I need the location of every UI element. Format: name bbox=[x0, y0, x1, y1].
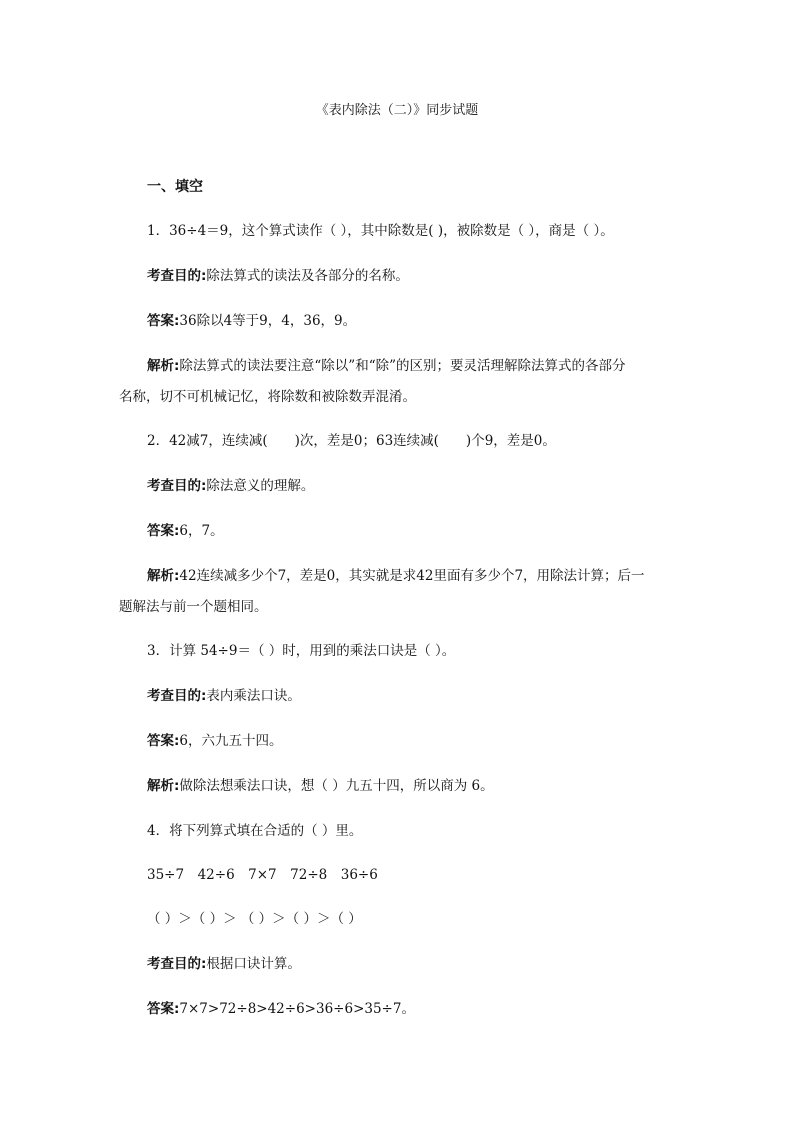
q1-answer bbox=[147, 309, 356, 329]
q2-purpose-text: 除法意义的理解。 bbox=[206, 478, 315, 494]
purpose-label: 考查目的: bbox=[147, 688, 207, 704]
section-heading: 一、填空 bbox=[147, 179, 203, 195]
q2-answer bbox=[147, 519, 224, 539]
q1-analysis bbox=[147, 354, 626, 374]
q1-analysis-text-1: 除法算式的读法要注意“除以”和“除”的区别；要灵活理解除法算式的各部分 bbox=[179, 358, 626, 374]
q1-answer-text: 36除以4等于9，4，36，9。 bbox=[179, 313, 357, 329]
q2-analysis-text-1: 42连续减多少个7，差是0，其实就是求42里面有多少个7，用除法计算；后一 bbox=[179, 568, 645, 584]
q4-answer bbox=[147, 997, 415, 1017]
q4-blanks: （ ）＞（ ）＞ （ ）＞（ ）＞（ ） bbox=[147, 911, 362, 927]
answer-label: 答案: bbox=[147, 523, 180, 539]
question-4: 4．将下列算式填在合适的（ ）里。 bbox=[147, 823, 363, 839]
purpose-label: 考查目的: bbox=[147, 478, 207, 494]
q3-answer-text: 6，六九五十四。 bbox=[179, 733, 283, 749]
q4-expressions: 35÷7 42÷6 7×7 72÷8 36÷6 bbox=[147, 867, 378, 883]
question-2: 2．42减7，连续减( )次，差是0；63连续减( )个9，差是0。 bbox=[147, 433, 556, 449]
answer-label: 答案: bbox=[147, 313, 180, 329]
purpose-label: 考查目的: bbox=[147, 956, 207, 972]
q2-analysis-continued: 题解法与前一个题相同。 bbox=[119, 599, 268, 615]
answer-label: 答案: bbox=[147, 733, 180, 749]
document-title: 《表内除法（二）》同步试题 bbox=[315, 103, 479, 118]
q2-purpose bbox=[147, 474, 314, 494]
q3-analysis-text: 做除法想乘法口诀，想（ ）九五十四，所以商为 6。 bbox=[179, 778, 494, 794]
q3-purpose bbox=[147, 684, 301, 704]
analysis-label: 解析: bbox=[147, 778, 180, 794]
q1-purpose-text: 除法算式的读法及各部分的名称。 bbox=[206, 268, 409, 284]
q3-purpose-text: 表内乘法口诀。 bbox=[206, 688, 301, 704]
q4-answer-text: 7×7>72÷8>42÷6>36÷6>35÷7。 bbox=[179, 1001, 415, 1017]
q1-analysis-continued: 名称，切不可机械记忆，将除数和被除数弄混淆。 bbox=[119, 389, 416, 405]
q3-analysis bbox=[147, 774, 494, 794]
q4-purpose-text: 根据口诀计算。 bbox=[206, 956, 301, 972]
q4-purpose bbox=[147, 952, 301, 972]
q2-answer-text: 6，7。 bbox=[179, 523, 224, 539]
analysis-label: 解析: bbox=[147, 568, 180, 584]
answer-label: 答案: bbox=[147, 1001, 180, 1017]
q3-answer bbox=[147, 729, 283, 749]
purpose-label: 考查目的: bbox=[147, 268, 207, 284]
analysis-label: 解析: bbox=[147, 358, 180, 374]
q2-analysis bbox=[147, 564, 645, 584]
question-1: 1．36÷4＝9，这个算式读作（ ），其中除数是( )，被除数是（ ），商是（ ）。 bbox=[147, 223, 614, 239]
q1-purpose bbox=[147, 264, 409, 284]
question-3: 3．计算 54÷9＝（ ）时，用到的乘法口诀是（ ）。 bbox=[147, 643, 456, 659]
